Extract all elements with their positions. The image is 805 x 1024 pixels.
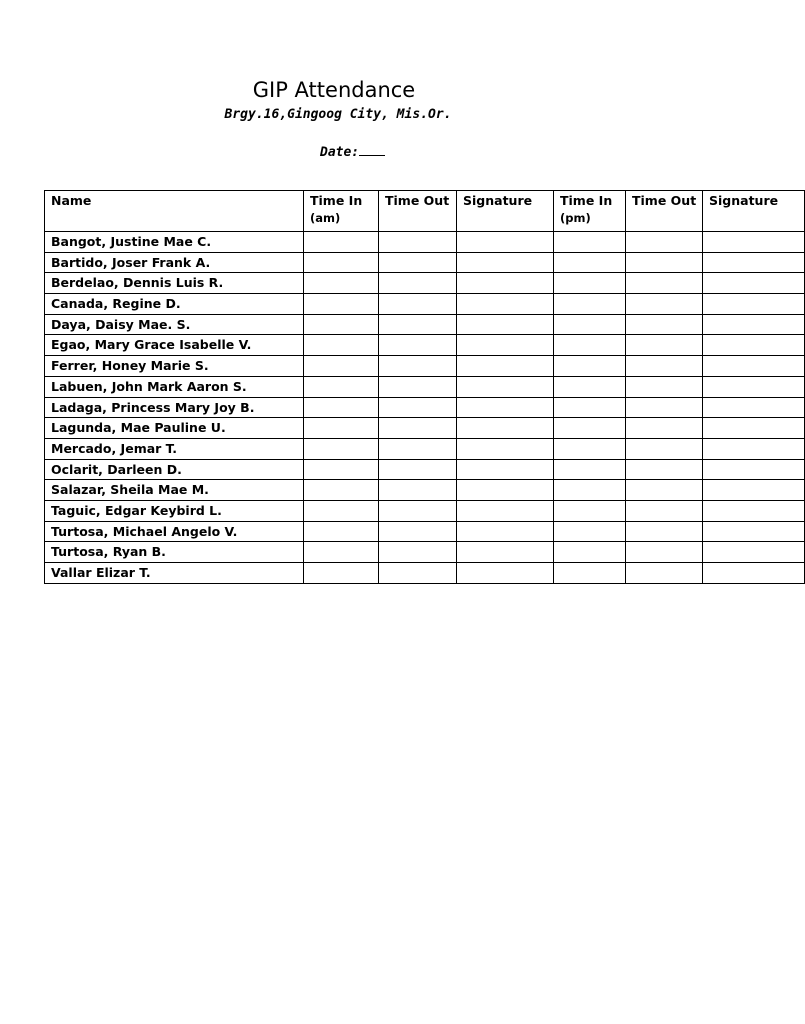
time-out-1-cell [379, 335, 457, 356]
table-row [45, 563, 805, 584]
table-row [45, 273, 805, 294]
table-row [45, 480, 805, 501]
time-in-pm-cell [554, 563, 626, 584]
time-in-am-cell [304, 418, 379, 439]
signature-1-cell [457, 459, 554, 480]
date-field [320, 143, 385, 160]
signature-1-cell [457, 438, 554, 459]
table-row [45, 459, 805, 480]
time-in-am-cell [304, 335, 379, 356]
signature-2-cell [703, 563, 805, 584]
signature-2-cell [703, 252, 805, 273]
time-out-1-cell [379, 314, 457, 335]
signature-2-cell [703, 376, 805, 397]
header-signature-1: Signature [457, 191, 554, 232]
time-in-pm-cell [554, 418, 626, 439]
time-out-2-cell [626, 335, 703, 356]
time-out-1-cell [379, 542, 457, 563]
header-time-in-am [304, 191, 379, 232]
time-in-pm-cell [554, 294, 626, 315]
signature-1-cell [457, 397, 554, 418]
time-in-pm-cell [554, 273, 626, 294]
date-label: Date: [320, 145, 360, 160]
table-row [45, 232, 805, 253]
time-out-1-cell [379, 252, 457, 273]
attendee-name: Mercado, Jemar T. [45, 438, 304, 459]
time-out-2-cell [626, 397, 703, 418]
time-in-pm-cell [554, 356, 626, 377]
time-out-1-cell [379, 521, 457, 542]
table-row [45, 397, 805, 418]
page-title: GIP Attendance [252, 78, 416, 102]
time-in-pm-cell [554, 500, 626, 521]
header-name: Name [45, 191, 304, 232]
table-row [45, 521, 805, 542]
time-out-2-cell [626, 500, 703, 521]
time-out-1-cell [379, 563, 457, 584]
time-in-pm-cell [554, 521, 626, 542]
time-out-1-cell [379, 397, 457, 418]
time-in-am-cell [304, 252, 379, 273]
time-out-2-cell [626, 563, 703, 584]
time-out-2-cell [626, 294, 703, 315]
signature-2-cell [703, 521, 805, 542]
attendee-name: Egao, Mary Grace Isabelle V. [45, 335, 304, 356]
time-in-pm-cell [554, 480, 626, 501]
signature-2-cell [703, 356, 805, 377]
attendee-name: Daya, Daisy Mae. S. [45, 314, 304, 335]
attendee-name: Bangot, Justine Mae C. [45, 232, 304, 253]
time-out-2-cell [626, 418, 703, 439]
signature-2-cell [703, 335, 805, 356]
time-out-2-cell [626, 542, 703, 563]
time-in-am-cell [304, 294, 379, 315]
time-in-am-cell [304, 542, 379, 563]
time-out-2-cell [626, 314, 703, 335]
table-row [45, 500, 805, 521]
page-subtitle: Brgy.16,Gingoog City, Mis.Or. [224, 107, 452, 122]
time-out-1-cell [379, 500, 457, 521]
time-in-am-cell [304, 273, 379, 294]
signature-1-cell [457, 521, 554, 542]
attendee-name: Turtosa, Ryan B. [45, 542, 304, 563]
time-out-2-cell [626, 376, 703, 397]
signature-1-cell [457, 500, 554, 521]
time-in-am-cell [304, 397, 379, 418]
signature-1-cell [457, 252, 554, 273]
signature-1-cell [457, 232, 554, 253]
time-in-am-cell [304, 480, 379, 501]
signature-1-cell [457, 376, 554, 397]
time-out-1-cell [379, 294, 457, 315]
time-in-pm-cell [554, 314, 626, 335]
header-time-in-am-sub: (am) [310, 211, 341, 225]
date-blank-line [359, 143, 385, 156]
signature-2-cell [703, 480, 805, 501]
attendee-name: Berdelao, Dennis Luis R. [45, 273, 304, 294]
attendee-name: Salazar, Sheila Mae M. [45, 480, 304, 501]
signature-1-cell [457, 480, 554, 501]
time-out-1-cell [379, 459, 457, 480]
time-in-am-cell [304, 314, 379, 335]
time-out-2-cell [626, 252, 703, 273]
signature-2-cell [703, 397, 805, 418]
time-out-2-cell [626, 232, 703, 253]
signature-1-cell [457, 294, 554, 315]
time-in-pm-cell [554, 252, 626, 273]
time-in-am-cell [304, 438, 379, 459]
table-header-row [45, 191, 805, 232]
attendee-name: Vallar Elizar T. [45, 563, 304, 584]
time-in-am-cell [304, 459, 379, 480]
signature-2-cell [703, 459, 805, 480]
table-row [45, 418, 805, 439]
attendee-name: Ladaga, Princess Mary Joy B. [45, 397, 304, 418]
signature-2-cell [703, 500, 805, 521]
time-in-am-cell [304, 521, 379, 542]
time-in-am-cell [304, 563, 379, 584]
time-in-am-cell [304, 356, 379, 377]
header-time-out-2: Time Out [626, 191, 703, 232]
signature-1-cell [457, 542, 554, 563]
time-out-1-cell [379, 232, 457, 253]
header-time-in-pm-label: Time In [560, 193, 613, 208]
signature-1-cell [457, 418, 554, 439]
attendee-name: Turtosa, Michael Angelo V. [45, 521, 304, 542]
time-out-1-cell [379, 418, 457, 439]
signature-2-cell [703, 232, 805, 253]
table-row [45, 542, 805, 563]
time-in-pm-cell [554, 335, 626, 356]
header-time-out-1: Time Out [379, 191, 457, 232]
header-time-in-pm [554, 191, 626, 232]
time-in-pm-cell [554, 397, 626, 418]
time-in-pm-cell [554, 459, 626, 480]
signature-1-cell [457, 356, 554, 377]
signature-1-cell [457, 335, 554, 356]
signature-1-cell [457, 273, 554, 294]
time-out-2-cell [626, 273, 703, 294]
table-row [45, 335, 805, 356]
table-row [45, 314, 805, 335]
time-out-1-cell [379, 356, 457, 377]
table-row [45, 376, 805, 397]
header-time-in-am-label: Time In [310, 193, 363, 208]
signature-2-cell [703, 438, 805, 459]
time-in-pm-cell [554, 232, 626, 253]
signature-2-cell [703, 314, 805, 335]
time-out-1-cell [379, 273, 457, 294]
signature-2-cell [703, 418, 805, 439]
time-out-2-cell [626, 459, 703, 480]
attendee-name: Labuen, John Mark Aaron S. [45, 376, 304, 397]
table-row [45, 356, 805, 377]
attendee-name: Lagunda, Mae Pauline U. [45, 418, 304, 439]
table-row [45, 294, 805, 315]
attendee-name: Canada, Regine D. [45, 294, 304, 315]
time-in-am-cell [304, 376, 379, 397]
time-in-am-cell [304, 500, 379, 521]
header-time-in-pm-sub: (pm) [560, 211, 591, 225]
signature-2-cell [703, 294, 805, 315]
signature-2-cell [703, 273, 805, 294]
header-signature-2: Signature [703, 191, 805, 232]
attendee-name: Oclarit, Darleen D. [45, 459, 304, 480]
time-out-1-cell [379, 480, 457, 501]
time-out-2-cell [626, 356, 703, 377]
attendee-name: Bartido, Joser Frank A. [45, 252, 304, 273]
time-in-pm-cell [554, 438, 626, 459]
signature-1-cell [457, 314, 554, 335]
table-row [45, 438, 805, 459]
time-out-1-cell [379, 438, 457, 459]
time-in-pm-cell [554, 376, 626, 397]
time-out-2-cell [626, 438, 703, 459]
time-out-1-cell [379, 376, 457, 397]
attendee-name: Taguic, Edgar Keybird L. [45, 500, 304, 521]
table-row [45, 252, 805, 273]
time-out-2-cell [626, 480, 703, 501]
signature-1-cell [457, 563, 554, 584]
signature-2-cell [703, 542, 805, 563]
time-in-pm-cell [554, 542, 626, 563]
time-out-2-cell [626, 521, 703, 542]
attendee-name: Ferrer, Honey Marie S. [45, 356, 304, 377]
attendance-table [44, 190, 805, 584]
time-in-am-cell [304, 232, 379, 253]
